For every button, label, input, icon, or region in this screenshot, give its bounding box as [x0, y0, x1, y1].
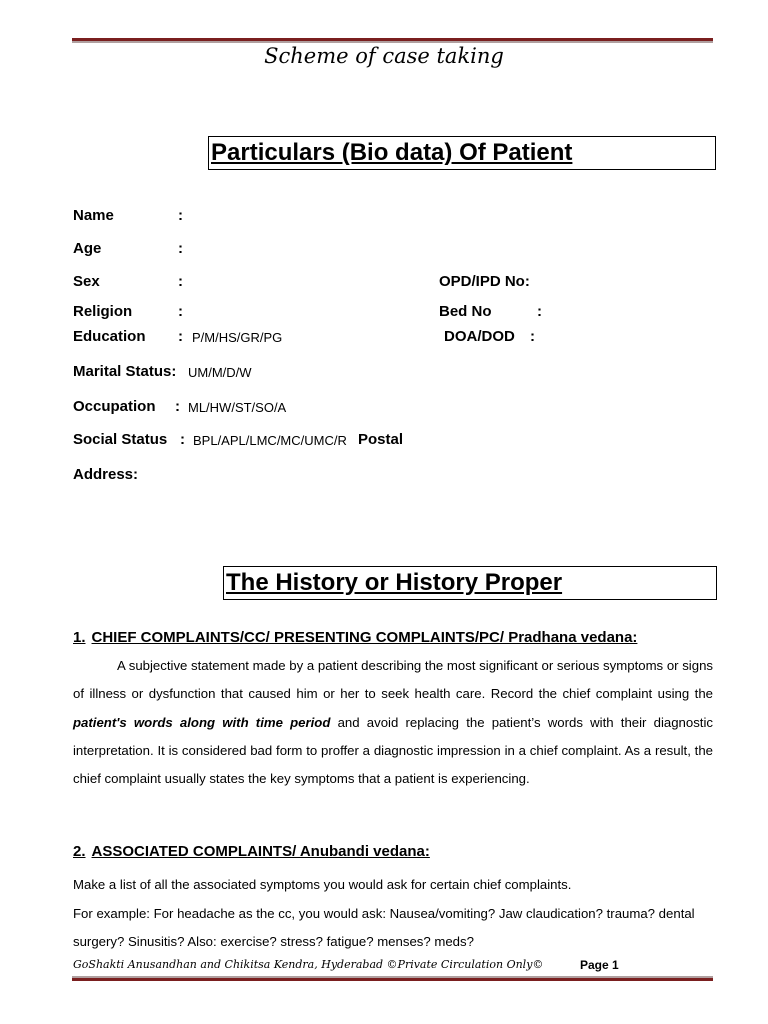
- associated-line-3: surgery? Sinusitis? Also: exercise? stress? fatigue? menses? meds?: [73, 934, 474, 949]
- name-label: Name: [73, 207, 114, 224]
- chief-text-emphasis: patient's words along with time period: [73, 714, 331, 730]
- associated-complaints-title-text: ASSOCIATED COMPLAINTS/ Anubandi vedana:: [91, 843, 430, 860]
- opd-ipd-label: OPD/IPD No:: [439, 273, 530, 290]
- social-options: BPL/APL/LMC/MC/UMC/R: [193, 433, 347, 448]
- education-options: P/M/HS/GR/PG: [192, 330, 283, 345]
- postal-label: Postal: [358, 431, 404, 448]
- religion-label: Religion: [73, 303, 133, 320]
- age-label: Age: [73, 240, 102, 257]
- name-colon: :: [178, 207, 183, 224]
- bed-no-colon: :: [537, 303, 542, 320]
- page-number: Page 1: [580, 958, 619, 972]
- religion-colon: :: [178, 303, 183, 320]
- sex-label: Sex: [73, 273, 100, 290]
- marital-status-label: Marital Status:: [73, 363, 177, 380]
- occupation-label: Occupation: [73, 398, 156, 415]
- age-colon: :: [178, 240, 183, 257]
- chief-complaints-number: 1.: [73, 629, 86, 646]
- chief-complaints-title: [73, 629, 637, 646]
- education-label: Education: [73, 328, 146, 345]
- social-status-colon: :: [180, 431, 185, 448]
- associated-complaints-number: 2.: [73, 843, 86, 860]
- chief-complaints-title-text: CHIEF COMPLAINTS/CC/ PRESENTING COMPLAINTS/PC/ Pradhana vedana:: [91, 629, 638, 646]
- chief-complaints-paragraph: [73, 652, 713, 793]
- history-heading: The History or History Proper: [223, 566, 717, 600]
- associated-complaints-title: [73, 843, 430, 860]
- running-header: Scheme of case taking: [264, 44, 504, 68]
- associated-line-1: Make a list of all the associated symptoms you would ask for certain chief complaints.: [73, 877, 572, 892]
- occupation-options: ML/HW/ST/SO/A: [188, 400, 287, 415]
- occupation-colon: :: [175, 398, 180, 415]
- sex-colon: :: [178, 273, 183, 290]
- chief-text-b: and avoid replacing the patient’s words with their diagnostic interpretation. It is considered bad form to proffer a diagnostic impression in a chief complaint. As a result, the chief complaint usually states the key symptoms that a patient is experiencing.: [73, 714, 713, 787]
- doa-dod-label: DOA/DOD: [444, 328, 515, 345]
- social-status-label: Social Status: [73, 431, 168, 448]
- chief-text-a: A subjective statement made by a patient describing the most significant or serious symptoms or signs of illness or dysfunction that caused him or her to seek health care. Record the chief complaint using the: [73, 658, 713, 702]
- education-colon: :: [178, 328, 183, 345]
- footer-text: GoShakti Anusandhan and Chikitsa Kendra, Hyderabad ©Private Circulation Only©: [73, 958, 544, 971]
- header-rule: [72, 38, 713, 43]
- biodata-heading: Particulars (Bio data) Of Patient: [208, 136, 716, 170]
- footer-rule: [72, 976, 713, 981]
- associated-line-2: For example: For headache as the cc, you would ask: Nausea/vomiting? Jaw claudication? trauma? dental: [73, 906, 695, 921]
- doa-dod-colon: :: [530, 328, 535, 345]
- address-label: Address:: [73, 466, 139, 483]
- bed-no-label: Bed No: [439, 303, 492, 320]
- marital-options: UM/M/D/W: [188, 365, 252, 380]
